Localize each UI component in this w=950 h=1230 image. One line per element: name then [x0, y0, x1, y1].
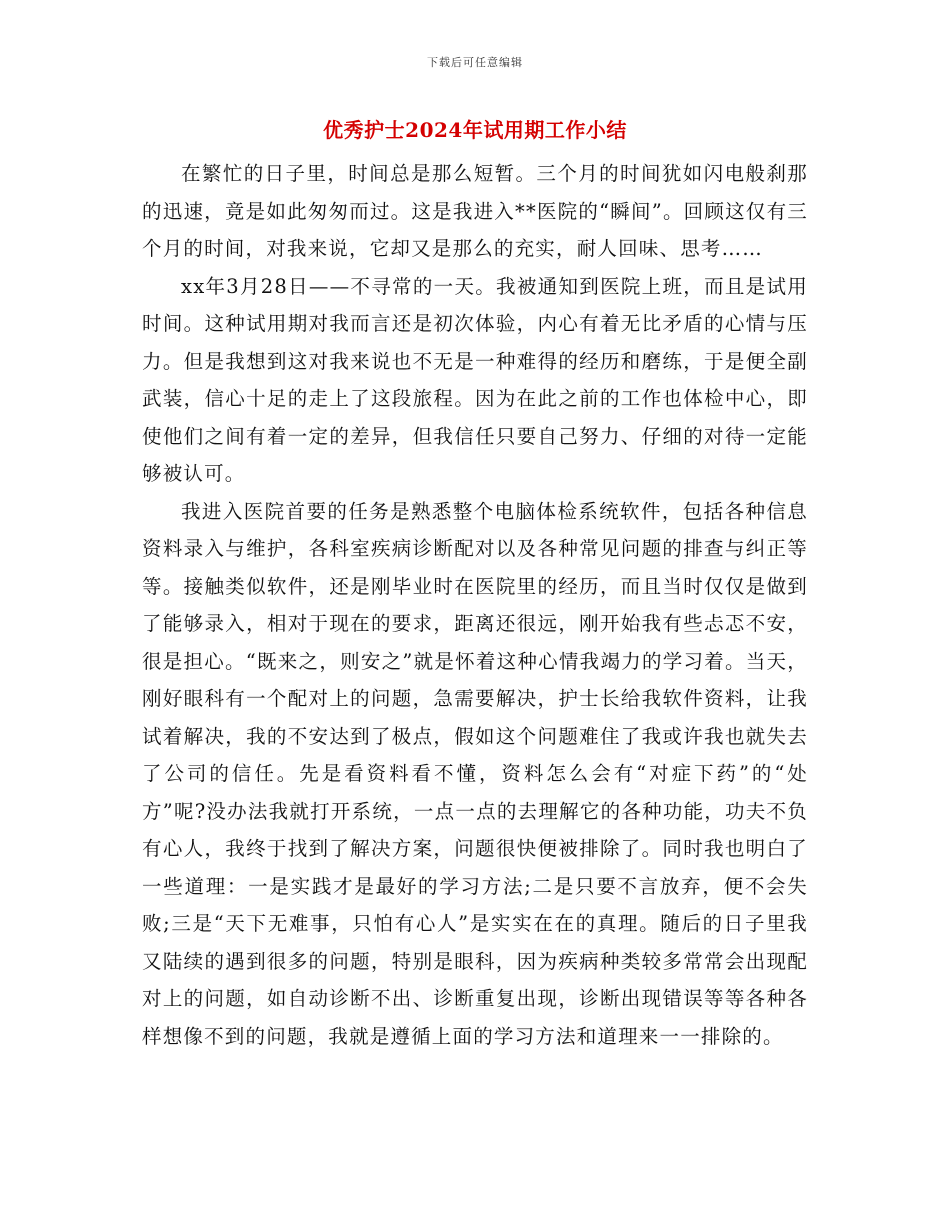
paragraph-1: 在繁忙的日子里，时间总是那么短暂。三个月的时间犹如闪电般刹那的迅速，竟是如此匆匆而过。这是我进入**医院的“瞬间”。回顾这仅有三个月的时间，对我来说，它却又是那么的充实，耐人回味、思考…… [142, 162, 808, 260]
document-title: 优秀护士2024年试用期工作小结 [323, 118, 627, 142]
document-body [142, 155, 808, 1055]
paragraph-3: 我进入医院首要的任务是熟悉整个电脑体检系统软件，包括各种信息资料录入与维护，各科室疾病诊断配对以及各种常见问题的排查与纠正等等。接触类似软件，还是刚毕业时在医院里的经历，而且当时仅仅是做到了能够录入，相对于现在的要求，距离还很远，刚开始我有些忐忑不安，很是担心。“既来之，则安之”就是怀着这种心情我竭力的学习着。当天，刚好眼科有一个配对上的问题，急需要解决，护士长给我软件资料，让我试着解决，我的不安达到了极点，假如这个问题难住了我或许我也就失去了公司的信任。先是看资料看不懂，资料怎么会有“对症下药”的“处方”呢?没办法我就打开系统，一点一点的去理解它的各种功能，功夫不负有心人，我终于找到了解决方案，问题很快便被排除了。同时我也明白了一些道理：一是实践才是最好的学习方法;二是只要不言放弃，便不会失败;三是“天下无难事，只怕有心人”是实实在在的真理。随后的日子里我又陆续的遇到很多的问题，特别是眼科，因为疾病种类较多常常会出现配对上的问题，如自动诊断不出、诊断重复出现，诊断出现错误等等各种各样想像不到的问题，我就是遵循上面的学习方法和道理来一一排除的。 [142, 499, 808, 1048]
paragraph-2: xx年3月28日——不寻常的一天。我被通知到医院上班，而且是试用时间。这种试用期对我而言还是初次体验，内心有着无比矛盾的心情与压力。但是我想到这对我来说也不无是一种难得的经历和磨练，于是便全副武装，信心十足的走上了这段旅程。因为在此之前的工作也体检中心，即使他们之间有着一定的差异，但我信任只要自己努力、仔细的对待一定能够被认可。 [142, 274, 808, 485]
header-note: 下载后可任意编辑 [427, 56, 523, 69]
